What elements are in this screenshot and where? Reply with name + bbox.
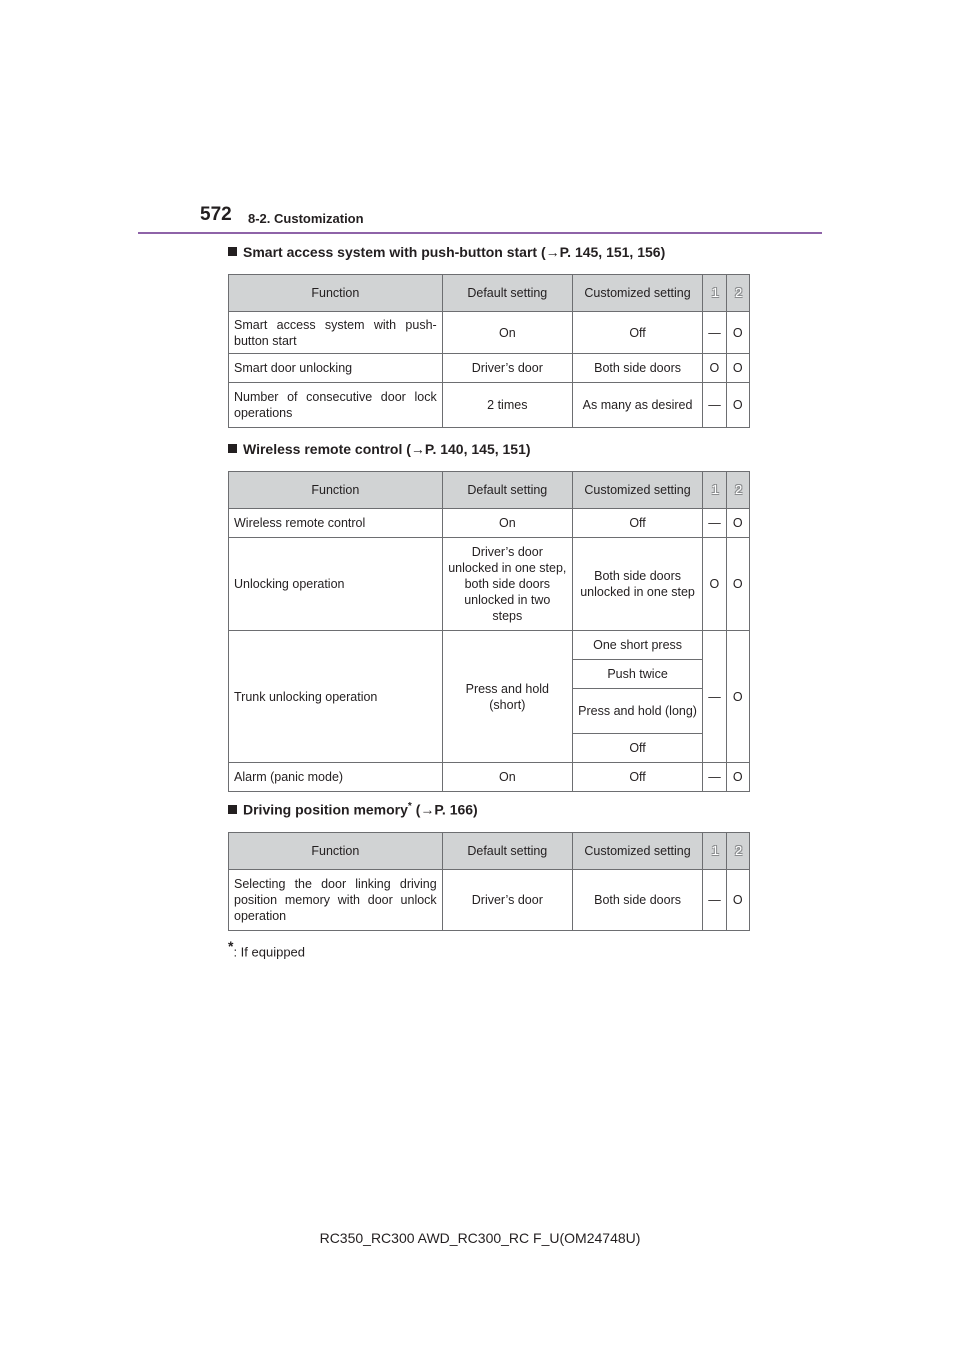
table-row: [229, 763, 750, 792]
default-cell: On: [442, 763, 572, 792]
bullet-square-icon: [228, 805, 237, 814]
function-cell: Wireless remote control: [229, 509, 443, 538]
mark-cell: —: [703, 631, 726, 763]
mark-cell: O: [726, 538, 749, 631]
mark-cell: O: [726, 509, 749, 538]
table-header-row: [229, 275, 750, 312]
circled-1-icon: 1: [711, 285, 719, 300]
table-header-row: [229, 833, 750, 870]
function-cell: Unlocking operation: [229, 538, 443, 631]
mark-cell: O: [726, 383, 749, 428]
col-default: Default setting: [442, 275, 572, 312]
wireless-remote-table: [228, 471, 750, 792]
option-cell: Press and hold (long): [572, 689, 702, 734]
col-custom: Customized setting: [572, 472, 702, 509]
function-cell: Trunk unlocking operation: [229, 631, 443, 763]
option-cell: Push twice: [572, 660, 702, 689]
mark-cell: —: [703, 870, 726, 931]
mark-cell: —: [703, 763, 726, 792]
function-cell: Smart access system with push-button start: [229, 312, 443, 354]
wireless-remote-heading: Wireless remote control (→P. 140, 145, 151): [228, 441, 531, 457]
mark-cell: O: [726, 763, 749, 792]
mark-cell: O: [726, 312, 749, 354]
default-cell: Driver’s door: [442, 354, 572, 383]
table-row: [229, 870, 750, 931]
col-default: Default setting: [442, 833, 572, 870]
custom-cell: Off: [572, 312, 702, 354]
mark-cell: —: [703, 383, 726, 428]
mark-cell: —: [703, 509, 726, 538]
table-row: [229, 538, 750, 631]
option-cell: Off: [572, 734, 702, 763]
default-cell: Driver’s door: [442, 870, 572, 931]
page-number: 572: [200, 204, 232, 225]
col-function: Function: [229, 472, 443, 509]
mark-cell: O: [703, 538, 726, 631]
col-custom: Customized setting: [572, 833, 702, 870]
footnote-mark: *: [407, 801, 412, 812]
function-cell: Number of consecutive door lock operations: [229, 383, 443, 428]
col-1: [703, 275, 726, 312]
mark-cell: O: [726, 354, 749, 383]
table-header-row: [229, 472, 750, 509]
circled-2-icon: 2: [734, 285, 743, 300]
col-1: [703, 833, 726, 870]
circled-2-icon: 2: [734, 843, 743, 858]
mark-cell: O: [703, 354, 726, 383]
col-2: [726, 833, 749, 870]
circled-1-icon: 1: [711, 843, 719, 858]
mark-cell: —: [703, 312, 726, 354]
table-row: [229, 354, 750, 383]
circled-1-icon: 1: [711, 482, 719, 497]
bullet-square-icon: [228, 247, 237, 256]
custom-cell: Off: [572, 509, 702, 538]
table-row: [229, 383, 750, 428]
col-function: Function: [229, 833, 443, 870]
driving-memory-heading: Driving position memory* (→P. 166): [228, 801, 478, 818]
function-cell: Alarm (panic mode): [229, 763, 443, 792]
mark-cell: O: [726, 870, 749, 931]
col-1: [703, 472, 726, 509]
default-cell: Driver’s door unlocked in one step, both side doors unlocked in two steps: [442, 538, 572, 631]
default-cell: On: [442, 312, 572, 354]
footnote-asterisk: *: [228, 938, 234, 954]
col-custom: Customized setting: [572, 275, 702, 312]
smart-access-table: [228, 274, 750, 428]
col-2: [726, 275, 749, 312]
custom-cell: Both side doors unlocked in one step: [572, 538, 702, 631]
bullet-square-icon: [228, 444, 237, 453]
col-2: [726, 472, 749, 509]
option-cell: One short press: [572, 631, 702, 660]
mark-cell: O: [726, 631, 749, 763]
custom-cell: Off: [572, 763, 702, 792]
circled-2-icon: 2: [734, 482, 743, 497]
table-row: [229, 631, 750, 660]
table-row: [229, 312, 750, 354]
default-cell: On: [442, 509, 572, 538]
col-function: Function: [229, 275, 443, 312]
table-row: [229, 509, 750, 538]
default-cell: Press and hold (short): [442, 631, 572, 763]
section-title: 8-2. Customization: [248, 211, 364, 226]
smart-access-heading: Smart access system with push-button start (→P. 145, 151, 156): [228, 244, 665, 260]
function-cell: Selecting the door linking driving position memory with door unlock operation: [229, 870, 443, 931]
custom-cell: As many as desired: [572, 383, 702, 428]
function-cell: Smart door unlocking: [229, 354, 443, 383]
header-rule: [138, 232, 822, 234]
footer-model-code: RC350_RC300 AWD_RC300_RC F_U(OM24748U): [319, 1230, 641, 1246]
custom-cell: Both side doors: [572, 354, 702, 383]
driving-memory-table: [228, 832, 750, 931]
col-default: Default setting: [442, 472, 572, 509]
custom-cell: Both side doors: [572, 870, 702, 931]
footnote: *: If equipped: [228, 938, 306, 960]
default-cell: 2 times: [442, 383, 572, 428]
